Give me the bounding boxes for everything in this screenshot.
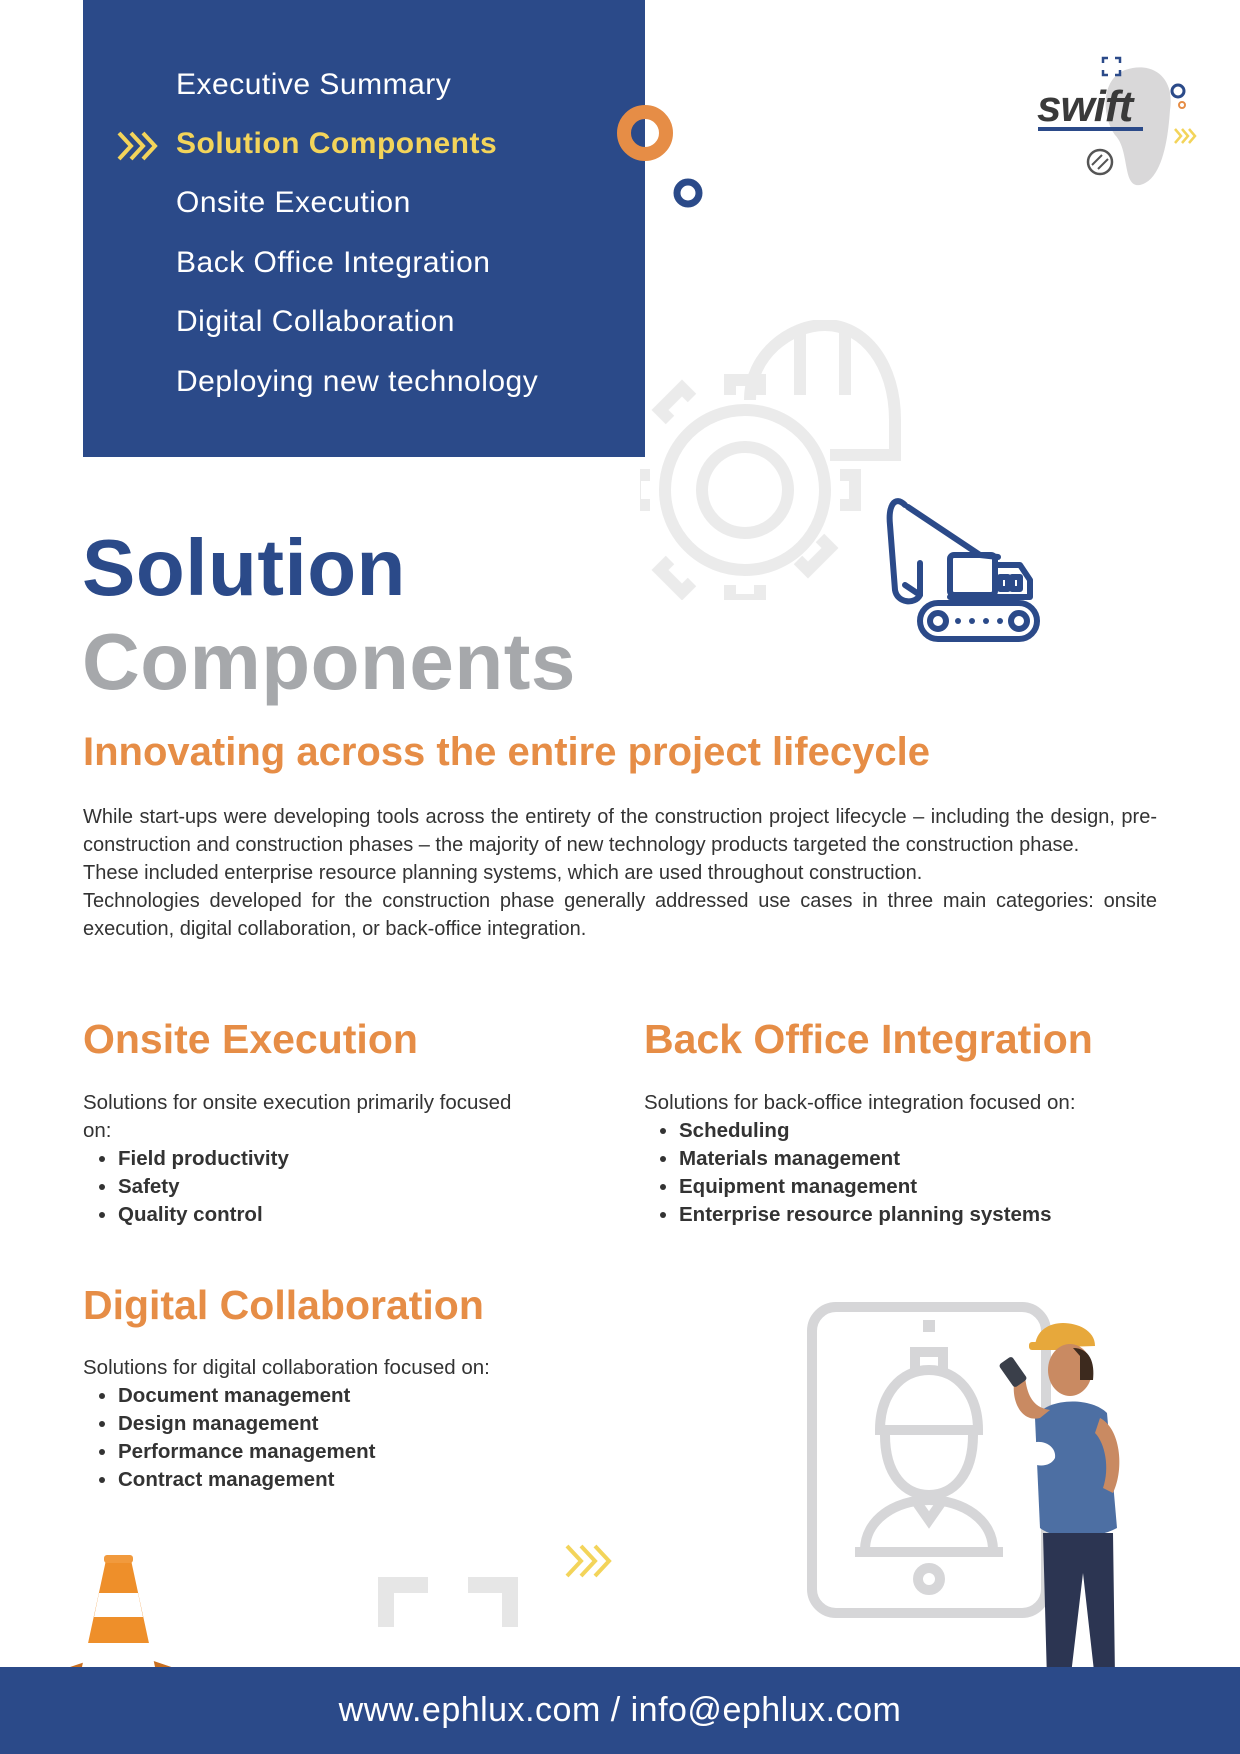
navy-ring-icon: [671, 176, 705, 210]
list-item: • Document management: [118, 1382, 603, 1410]
toc-item-digital-collaboration[interactable]: Digital Collaboration: [176, 305, 455, 338]
page-title-line1: Solution: [82, 523, 406, 612]
backoffice-list: [644, 1117, 1164, 1229]
gear-helmet-icon: [640, 320, 920, 600]
list-item: • Quality control: [118, 1201, 523, 1229]
toc-item-executive-summary[interactable]: Executive Summary: [176, 68, 452, 101]
orange-ring-icon: [615, 103, 675, 163]
list-item: • Contract management: [118, 1466, 603, 1494]
section-subtitle: Innovating across the entire project lifecycle: [83, 730, 930, 774]
corner-brackets-icon: [378, 1577, 518, 1627]
toc-item-deploying-new-technology[interactable]: Deploying new technology: [176, 365, 539, 398]
logo-text: swift: [1037, 82, 1133, 131]
backoffice-body: [644, 1089, 1164, 1229]
digital-heading: Digital Collaboration: [83, 1282, 484, 1328]
list-item: • Performance management: [118, 1438, 603, 1466]
onsite-lead: Solutions for onsite execution primarily focused on:: [83, 1091, 512, 1142]
page-title-line2: Components: [82, 617, 576, 706]
toc-item-onsite-execution[interactable]: Onsite Execution: [176, 186, 411, 219]
intro-text: [83, 803, 1157, 943]
list-item: • Design management: [118, 1410, 603, 1438]
intro-paragraph-3: Technologies developed for the construction phase generally addressed use cases in three main categories: onsite execution, digital collaboration, or back-office integration.: [83, 890, 1157, 940]
digital-body: [83, 1354, 603, 1494]
onsite-list: [83, 1145, 523, 1229]
footer-contact[interactable]: www.ephlux.com / info@ephlux.com: [338, 1691, 902, 1729]
worker-illustration: [995, 1318, 1145, 1718]
list-item: • Enterprise resource planning systems: [679, 1201, 1164, 1229]
list-item: • Materials management: [679, 1145, 1164, 1173]
backoffice-lead: Solutions for back-office integration focused on:: [644, 1091, 1076, 1114]
excavator-icon: [880, 485, 1045, 647]
intro-paragraph-1: While start-ups were developing tools across the entirety of the construction project lifecycle – including the design, pre-construction and construction phases – the majority of new technology products targeted the construction phase.: [83, 806, 1157, 856]
list-item: • Equipment management: [679, 1173, 1164, 1201]
chevrons-right-icon: [117, 131, 161, 161]
backoffice-heading: Back Office Integration: [644, 1016, 1093, 1062]
onsite-body: [83, 1089, 523, 1229]
list-item: • Field productivity: [118, 1145, 523, 1173]
intro-paragraph-2: These included enterprise resource planning systems, which are used throughout construction.: [83, 862, 923, 884]
onsite-heading: Onsite Execution: [83, 1016, 418, 1062]
digital-list: [83, 1382, 603, 1494]
toc-item-back-office-integration[interactable]: Back Office Integration: [176, 246, 491, 279]
list-item: • Safety: [118, 1173, 523, 1201]
chevrons-right-icon: [563, 1542, 615, 1580]
list-item: • Scheduling: [679, 1117, 1164, 1145]
digital-lead: Solutions for digital collaboration focused on:: [83, 1356, 490, 1379]
toc-item-solution-components[interactable]: Solution Components: [176, 127, 498, 160]
